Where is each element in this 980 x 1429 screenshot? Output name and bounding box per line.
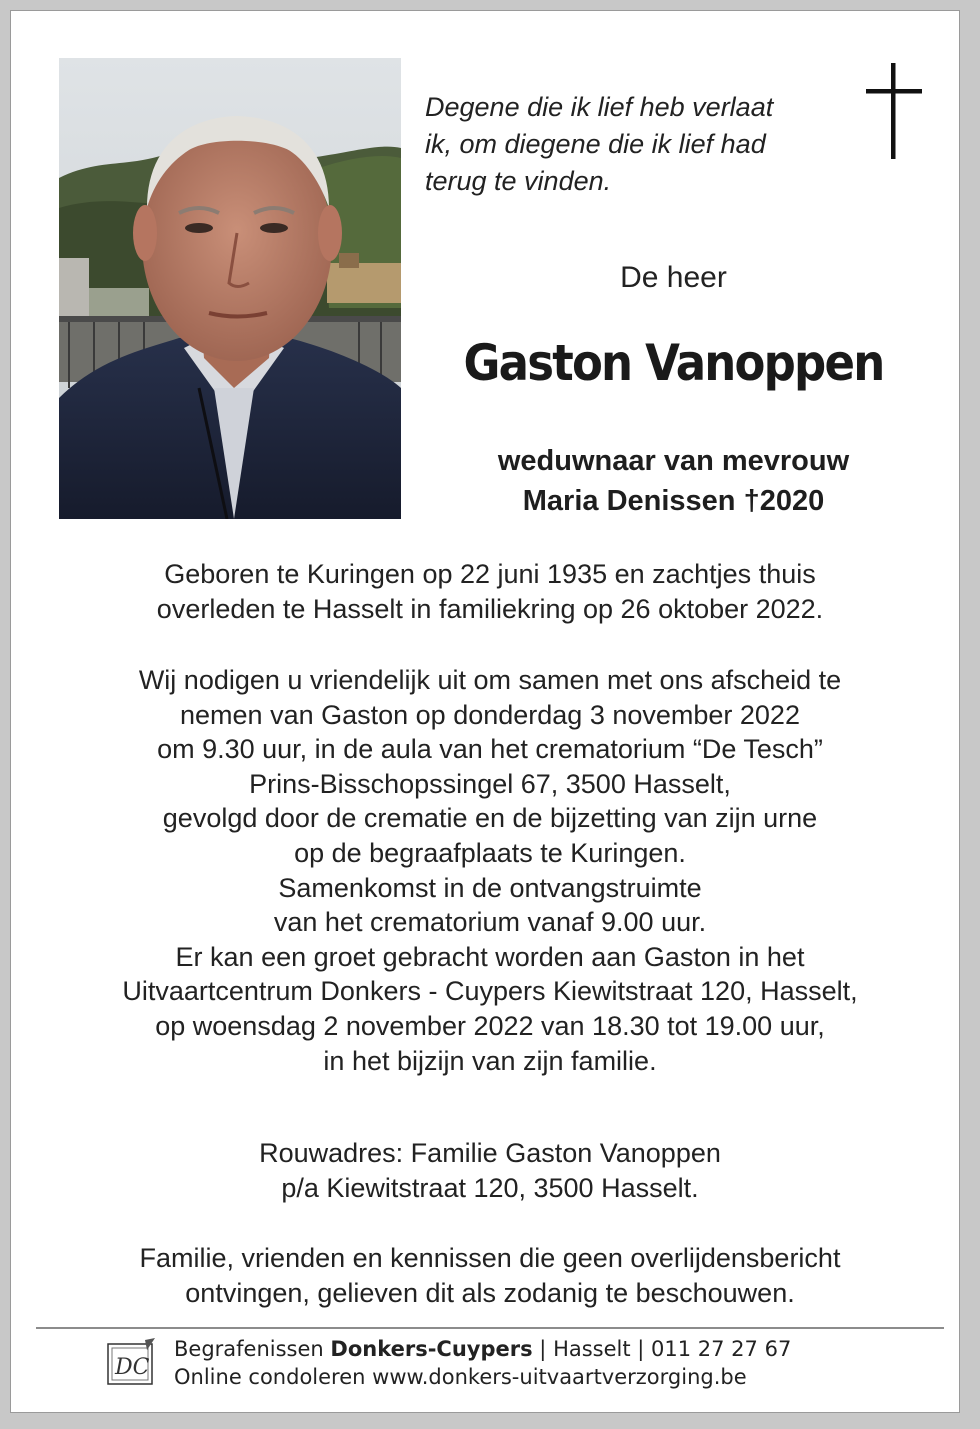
phone-number[interactable]: 011 27 27 67	[651, 1337, 792, 1361]
text-line: p/a Kiewitstraat 120, 3500 Hasselt.	[281, 1172, 699, 1203]
text-line: Samenkomst in de ontvangstruimte	[278, 872, 702, 903]
text-line: Rouwadres: Familie Gaston Vanoppen	[259, 1138, 721, 1168]
quote-line: Degene die ik lief heb verlaat	[425, 92, 774, 122]
spouse-info	[431, 441, 916, 521]
text-line: op de begraafplaats te Kuringen.	[294, 837, 686, 868]
spouse-line: weduwnaar van mevrouw	[497, 445, 850, 477]
quote-line: ik, om diegene die ik lief had	[425, 129, 766, 159]
text-line: Familie, vrienden en kennissen die geen overlijdensbericht	[139, 1243, 841, 1273]
text-line: gevolgd door de crematie en de bijzetting van zijn urne	[162, 803, 818, 834]
text-line: Uitvaartcentrum Donkers - Cuypers Kiewitstraat 120, Hasselt,	[122, 976, 858, 1007]
footer-line-website	[174, 1363, 791, 1391]
ceremony-text	[11, 663, 969, 1078]
quote	[425, 89, 845, 200]
footer-line-contact	[174, 1335, 791, 1363]
text-line: in het bijzijn van zijn familie.	[323, 1045, 657, 1076]
text-line: Geboren te Kuringen op 22 juni 1935 en zachtjes thuis	[164, 559, 816, 589]
cross-icon	[866, 63, 922, 161]
quote-line: terug te vinden.	[425, 166, 612, 196]
funeral-home-logo	[107, 1338, 157, 1386]
deceased-name: Gaston Vanoppen	[463, 334, 884, 392]
footer-prefix: Begrafenissen	[174, 1337, 331, 1361]
mourning-address	[11, 1136, 969, 1205]
text-line: Er kan een groet gebracht worden aan Gaston in het	[175, 941, 805, 972]
logo-text: DC	[115, 1355, 150, 1380]
separator: |	[630, 1337, 652, 1361]
text-line: om 9.30 uur, in de aula van het crematorium “De Tesch”	[157, 734, 823, 765]
obituary-card	[10, 10, 960, 1413]
honorific: De heer	[620, 261, 727, 294]
portrait-photo	[59, 58, 401, 519]
footer-divider	[36, 1327, 944, 1329]
footer-text	[174, 1335, 791, 1391]
separator: |	[532, 1337, 554, 1361]
text-line: overleden te Hasselt in familiekring op 26 oktober 2022.	[156, 593, 824, 624]
text-line: op woensdag 2 november 2022 van 18.30 tot 19.00 uur,	[155, 1010, 825, 1041]
spouse-line: Maria Denissen †2020	[522, 485, 825, 517]
text-line: van het crematorium vanaf 9.00 uur.	[273, 907, 707, 938]
text-line: nemen van Gaston op donderdag 3 november 2022	[180, 699, 800, 730]
text-line: Prins-Bisschopssingel 67, 3500 Hasselt,	[249, 768, 731, 799]
city: Hasselt	[553, 1337, 631, 1361]
website-link[interactable]: www.donkers-uitvaartverzorging.be	[372, 1365, 747, 1389]
condolence-label: Online condoleren	[174, 1365, 373, 1389]
company-name: Donkers-Cuypers	[330, 1337, 533, 1361]
text-line: Wij nodigen u vriendelijk uit om samen met ons afscheid te	[138, 665, 842, 695]
notice-text	[11, 1241, 969, 1310]
birth-death-text	[11, 557, 969, 626]
text-line: ontvingen, gelieven dit als zodanig te beschouwen.	[185, 1277, 795, 1308]
